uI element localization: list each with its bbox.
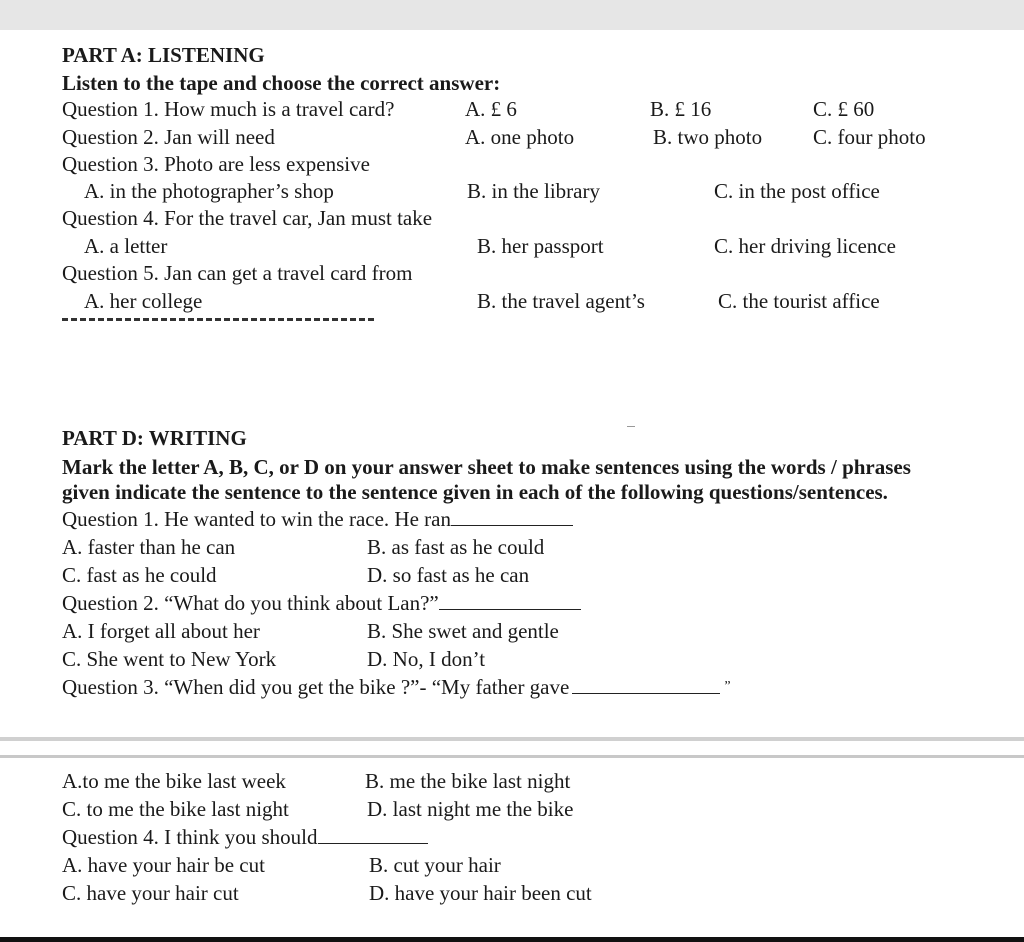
- part-a-instruction: Listen to the tape and choose the correct answer:: [62, 71, 501, 95]
- part-d-q3-option-c: C. to me the bike last night: [62, 797, 289, 821]
- part-a-q3-option-b: B. in the library: [467, 179, 600, 203]
- part-d-q2-option-b: B. She swet and gentle: [367, 619, 559, 643]
- part-d-q2-option-a: A. I forget all about her: [62, 619, 260, 643]
- part-d-instruction-line-1: Mark the letter A, B, C, or D on your answer sheet to make sentences using the words / phrases: [62, 455, 911, 479]
- part-a-q3-option-a: A. in the photographer’s shop: [84, 179, 334, 203]
- part-a-q4-option-b: B. her passport: [477, 234, 604, 258]
- part-d-q1-option-c: C. fast as he could: [62, 563, 217, 587]
- part-a-q4-option-c: C. her driving licence: [714, 234, 896, 258]
- part-d-q2-option-c: C. She went to New York: [62, 647, 277, 671]
- part-d-q4-option-d: D. have your hair been cut: [369, 881, 592, 905]
- part-d-q4-option-c: C. have your hair cut: [62, 881, 239, 905]
- part-d-title: PART D: WRITING: [62, 426, 247, 450]
- part-d-q1-text: Question 1. He wanted to win the race. He ran: [62, 507, 451, 531]
- part-d-q1-option-a: A. faster than he can: [62, 535, 236, 559]
- answer-blank: [451, 507, 573, 526]
- part-d-q3-option-b: B. me the bike last night: [365, 769, 571, 793]
- part-a-q5-option-c: C. the tourist affice: [718, 289, 880, 313]
- part-a-q1-option-a: A. £ 6: [465, 97, 517, 121]
- part-d-question-1: [62, 507, 573, 531]
- part-d-q4-option-b: B. cut your hair: [369, 853, 501, 877]
- part-a-question-3: Question 3. Photo are less expensive: [62, 152, 370, 176]
- part-d-q1-option-d: D. so fast as he can: [367, 563, 530, 587]
- part-a-question-4: Question 4. For the travel car, Jan must take: [62, 206, 433, 230]
- part-d-instruction-line-2: given indicate the sentence to the sentence given in each of the following questions/sentences.: [62, 480, 888, 504]
- part-d-q2-option-d: D. No, I don’t: [367, 647, 486, 671]
- part-d-q1-option-b: B. as fast as he could: [367, 535, 545, 559]
- part-d-q3-text: Question 3. “When did you get the bike ?”- “My father gave: [62, 675, 570, 699]
- part-d-q4-option-a: A. have your hair be cut: [62, 853, 265, 877]
- part-a-q2-option-c: C. four photo: [813, 125, 926, 149]
- part-a-q4-option-a: A. a letter: [84, 234, 168, 258]
- closing-quote: ”: [724, 679, 731, 694]
- answer-blank: [439, 591, 581, 610]
- part-d-q3-option-d: D. last night me the bike: [367, 797, 574, 821]
- cropped-heading-remnant: [62, 318, 374, 321]
- top-gray-bar: [0, 0, 1024, 30]
- part-d-q3-option-a: A.to me the bike last week: [62, 769, 286, 793]
- stray-mark: [627, 426, 635, 427]
- part-a-question-2: Question 2. Jan will need: [62, 125, 275, 149]
- part-a-q1-option-b: B. £ 16: [650, 97, 712, 121]
- part-a-q2-option-a: A. one photo: [465, 125, 575, 149]
- part-a-q3-option-c: C. in the post office: [714, 179, 880, 203]
- bottom-border: [0, 937, 1024, 942]
- answer-blank: [318, 825, 428, 844]
- part-d-q4-text: Question 4. I think you should: [62, 825, 318, 849]
- part-d-question-3: [62, 675, 731, 699]
- page-separator: [0, 737, 1024, 741]
- part-a-q2-option-b: B. two photo: [653, 125, 763, 149]
- part-a-q5-option-b: B. the travel agent’s: [477, 289, 645, 313]
- part-a-q1-option-c: C. £ 60: [813, 97, 875, 121]
- part-d-question-2: [62, 591, 581, 615]
- part-a-question-1: Question 1. How much is a travel card?: [62, 97, 395, 121]
- page-separator: [0, 755, 1024, 758]
- answer-blank: [572, 675, 720, 694]
- part-d-q2-text: Question 2. “What do you think about Lan?”: [62, 591, 439, 615]
- part-a-title: PART A: LISTENING: [62, 43, 265, 67]
- part-a-question-5: Question 5. Jan can get a travel card from: [62, 261, 413, 285]
- part-a-q5-option-a: A. her college: [84, 289, 203, 313]
- part-d-question-4: [62, 825, 428, 849]
